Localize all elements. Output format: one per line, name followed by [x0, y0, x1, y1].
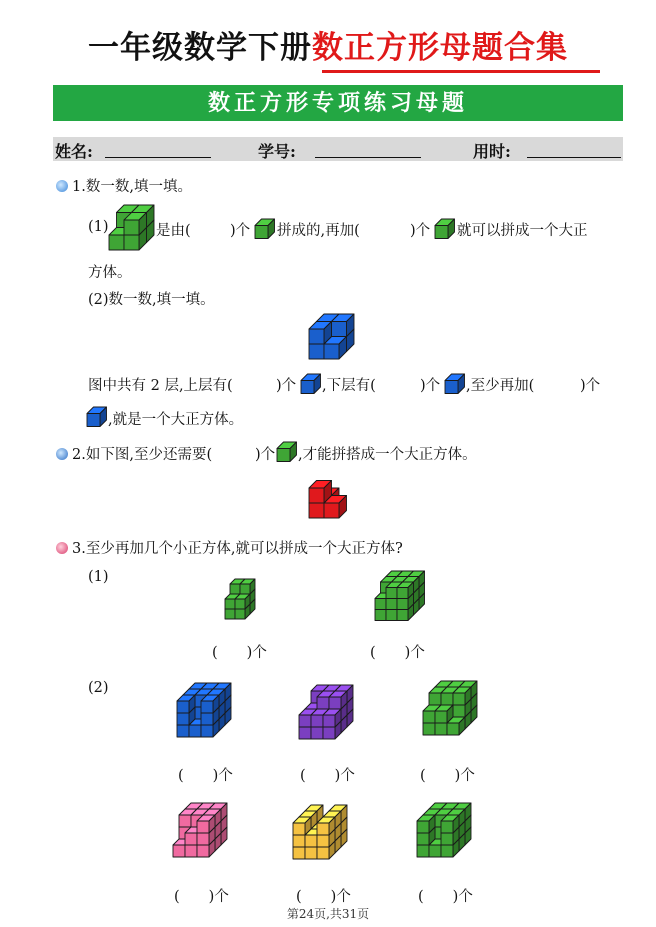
time-label: 用时: [473, 142, 511, 161]
q1-p1-c: 拼成的,再加( [277, 223, 360, 239]
yellow-cube-figure [292, 804, 354, 874]
title-red: 数正方形母题合集 [312, 30, 568, 66]
blue-cube-icon-b [444, 373, 464, 393]
q3-answer-2[interactable]: ( )个 [370, 645, 425, 661]
q3-answer-4[interactable]: ( )个 [300, 768, 355, 784]
blue-cube-icon-c [86, 406, 106, 426]
green-cube-figure-3 [422, 680, 482, 744]
student-info-row [53, 137, 623, 161]
unit-cube [301, 374, 321, 394]
q3-title: 3.至少再加几个小正方体,就可以拼成一个大正方体? [56, 537, 403, 558]
page-footer: 第24页,共31页 [286, 907, 370, 921]
unit-cube [177, 695, 195, 713]
unit-cube [453, 687, 471, 705]
unit-cube [435, 219, 455, 239]
red-cube-group-icon [308, 472, 354, 520]
purple-cube-figure [298, 684, 360, 748]
green-cube-group-icon [108, 204, 152, 250]
q3-answer-7[interactable]: ( )个 [296, 889, 351, 905]
q3-answer-1[interactable]: ( )个 [212, 645, 267, 661]
q3-sub2: (2) [88, 680, 109, 696]
blue-cube-figure [176, 682, 238, 746]
q1-p2-a: 图中共有 2 层,上层有( [88, 378, 233, 394]
bullet-icon [56, 542, 68, 554]
unit-cube [329, 691, 347, 709]
unit-cube [277, 442, 297, 462]
unit-cube [197, 815, 215, 833]
green-cube-figure-4 [416, 802, 478, 872]
q3-answer-8[interactable]: ( )个 [418, 889, 473, 905]
q2-title-c: ,才能拼搭成一个大正方体。 [298, 447, 477, 463]
q1-p2-e: ,至少再加( [466, 378, 535, 394]
title-underline [322, 70, 600, 73]
unit-cube [317, 817, 335, 835]
q3-answer-3[interactable]: ( )个 [178, 768, 233, 784]
unit-cube [417, 815, 435, 833]
q1-p1-e: 就可以拼成一个大正 [457, 223, 588, 239]
unit-cube [445, 374, 465, 394]
unit-cube [323, 709, 341, 727]
q3-answer-5[interactable]: ( )个 [420, 768, 475, 784]
blue-cube-group-icon [308, 313, 352, 359]
unit-cube [255, 219, 275, 239]
q1-p1-d: )个 [410, 223, 431, 239]
q1-p1-num: (1) [88, 219, 109, 235]
unit-cube [87, 407, 107, 427]
q1-p2-f: )个 [580, 378, 601, 394]
blue-cube-icon-a [300, 373, 320, 393]
q1-p2-d: )个 [420, 378, 441, 394]
q1-title: 1.数一数,填一填。 [56, 175, 192, 196]
q1-p1-f: 方体。 [88, 265, 132, 281]
q1-p2-title: (2)数一数,填一填。 [88, 292, 215, 308]
name-blank[interactable] [105, 157, 211, 158]
bullet-icon [56, 180, 68, 192]
green-cube-figure-2 [374, 570, 436, 626]
id-label: 学号: [258, 142, 296, 161]
green-cube-icon-c [276, 441, 296, 461]
name-label: 姓名: [55, 142, 93, 161]
page-title [0, 22, 656, 67]
q2-title: 2.如下图,至少还需要( [56, 443, 212, 464]
q1-p1-a: 是由( [156, 223, 191, 239]
title-black: 一年级数学下册 [88, 30, 312, 66]
green-cube-figure-1 [224, 578, 268, 624]
unit-cube [397, 582, 414, 599]
unit-cube [293, 817, 311, 835]
id-blank[interactable] [315, 157, 421, 158]
green-cube-icon-a [254, 218, 274, 238]
unit-cube [441, 815, 459, 833]
q2-title-b: )个 [255, 447, 276, 463]
time-blank[interactable] [527, 157, 621, 158]
q3-answer-6[interactable]: ( )个 [174, 889, 229, 905]
unit-cube [435, 705, 453, 723]
q3-sub1: (1) [88, 569, 109, 585]
bullet-icon [56, 448, 68, 460]
unit-cube [240, 579, 255, 594]
section-banner: 数正方形专项练习母题 [53, 85, 623, 121]
q1-p2-c: ,下层有( [322, 378, 376, 394]
unit-cube [201, 695, 219, 713]
q1-p1-b: )个 [230, 223, 251, 239]
pink-cube-figure [172, 802, 234, 872]
green-cube-icon-b [434, 218, 454, 238]
unit-cube [235, 594, 250, 609]
q1-p2-g: ,就是一个大正方体。 [108, 412, 244, 428]
q1-p2-b: )个 [276, 378, 297, 394]
